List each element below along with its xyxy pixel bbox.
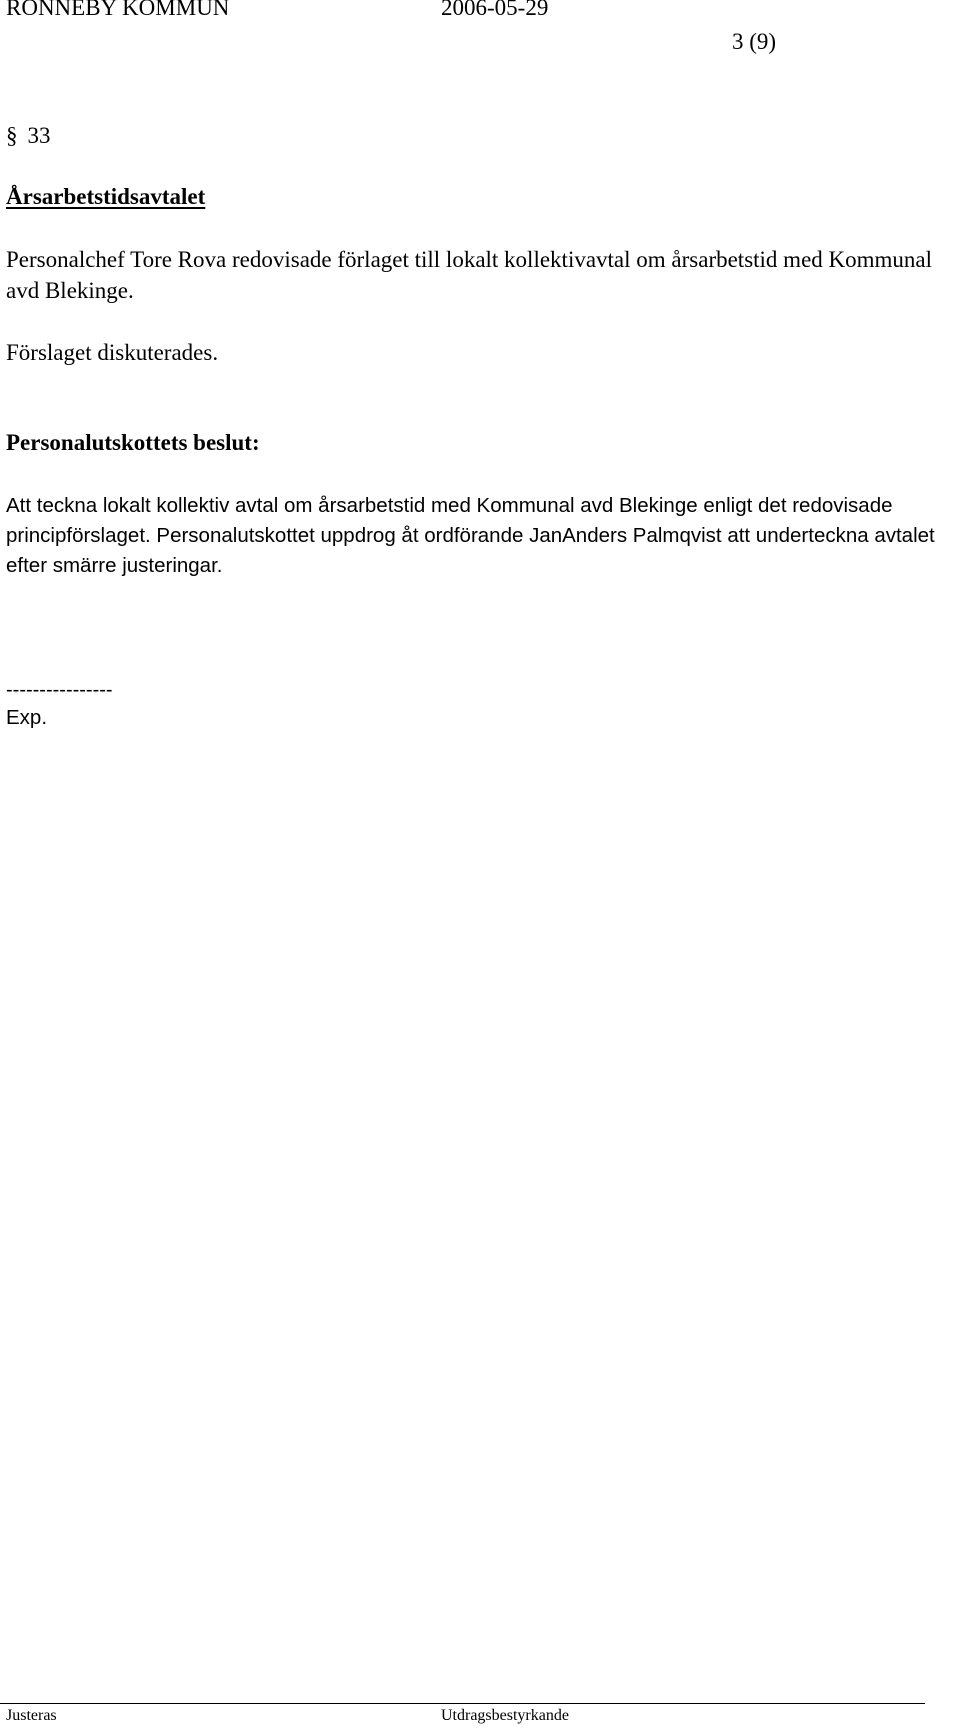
footer-utdragsbestyrkande-label: Utdragsbestyrkande [441, 1707, 569, 1724]
section-title: Årsarbetstidsavtalet [6, 184, 206, 209]
header-organization: RONNEBY KOMMUN [6, 0, 230, 20]
paragraph-discussion: Förslaget diskuterades. [6, 340, 219, 365]
header-date: 2006-05-29 [441, 0, 549, 20]
footer-justeras-label: Justeras [6, 1707, 57, 1724]
footer-divider [0, 1703, 925, 1704]
paragraph-presentation: Personalchef Tore Rova redovisade förlaget till lokalt kollektivavtal om årsarbetstid med Kommunal avd Blekinge. [6, 247, 933, 303]
section-number [6, 122, 51, 150]
page-number: 3 (9) [732, 29, 777, 54]
decision-text: Att teckna lokalt kollektiv avtal om årsarbetstid med Kommunal avd Blekinge enligt det redovisade principförslaget. Personalutskottet uppdrog åt ordförande JanAnders Palmqvist att underteckna avtalet efter smärre justeringar. [6, 494, 935, 577]
section-sign: § [6, 123, 18, 148]
distribution-label: Exp. [6, 706, 48, 729]
section-number-value: 33 [27, 123, 51, 148]
separator-line: ---------------- [6, 679, 113, 701]
decision-heading: Personalutskottets beslut: [6, 430, 260, 455]
